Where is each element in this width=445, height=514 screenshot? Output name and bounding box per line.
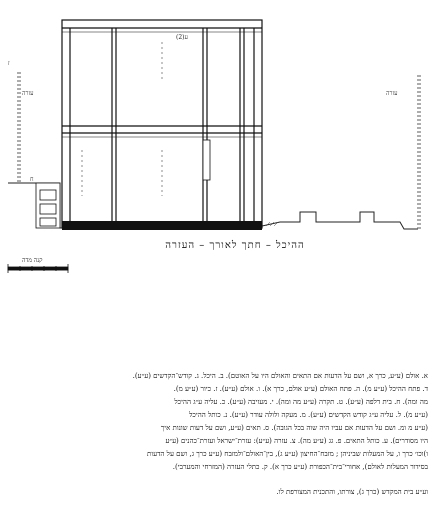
legend (18, 370, 428, 474)
legend-line: מה ומה). ח. בית דלפה (ע״ע). ט. תקרה (ע״ע מה ומה). י. מעזיבה (ע״ע). כ. עליה ע״ג ההיכל (174, 398, 428, 406)
legend-line: (ע״ע מ ומ. ושם על הדעות אם עביו היה שוה בכל הגובה). ס. תאים (ע״ע, ושם על דעות שונות איך (160, 424, 428, 432)
legend-line: ו)וכו׳ כרך ו, על המעלות שביניהן ; מזבח־החיצון (ע״ע ג), בין־האולם־ולמזבח (ע״ע כרך ג, ושם על הדעות (147, 450, 428, 458)
legend-line: היו מסודרים). ע. כותל התאים. פ. גג (ע״ע מה). צ. עזרה (ע״ע): עזרת־ישראל ועזרת־כהנים (ע״ע (165, 437, 428, 445)
gate-opening (203, 140, 210, 180)
right-courtyard-label: עזרה (386, 90, 398, 97)
building-outline (62, 20, 262, 228)
scale-bar (8, 264, 68, 273)
right-courtyard-wall (418, 75, 420, 229)
interior-pillars (82, 42, 162, 196)
legend-line: (ע״ע מ). ל. עליה ע״ג קודש הקדשים (ע״ע). מ. מעקה ולולה עודר (ע״ע). נ. כותל ההיכל (189, 411, 428, 419)
legend-line: ד. פתח ההיכל (ע״ע מ). ה. פתח האולם (ע״ע אולם, כרך א). ו. אולם (ע״ע). ז. כיור (ע״ע מ). (173, 385, 428, 393)
left-courtyard-wall (18, 72, 20, 183)
left-courtyard-label: עזרה (22, 90, 34, 97)
drawing-title: ההיכל – חתך לאורך – העזרה (165, 240, 305, 251)
legend-line: בסידור המעלות לאולם), אחורי־בית־הכפורת (ע״ע כרך א). ק. כתלי העזרה (המזרחי והמערבי). (172, 463, 428, 471)
porch-steps (36, 183, 60, 228)
legend-line: א. אולם (ע״ע, כרך א, ושם על הדעות אם התאים והאולם היו על האוטם). ב. היכל. ג. קודש־הקדשים (ע״ע). (132, 372, 428, 380)
footnote: וע״ע בית המקדש (כרך ג), צורתו, והתכנית המצורפת לו. (276, 488, 428, 496)
foundation-bar (62, 221, 262, 230)
upper-left-mark: ז (8, 60, 10, 67)
left-lower-mark: ח (30, 176, 34, 183)
scale-caption: קנה מדה (22, 257, 43, 264)
upper-center-mark: ע(2) (176, 34, 188, 41)
